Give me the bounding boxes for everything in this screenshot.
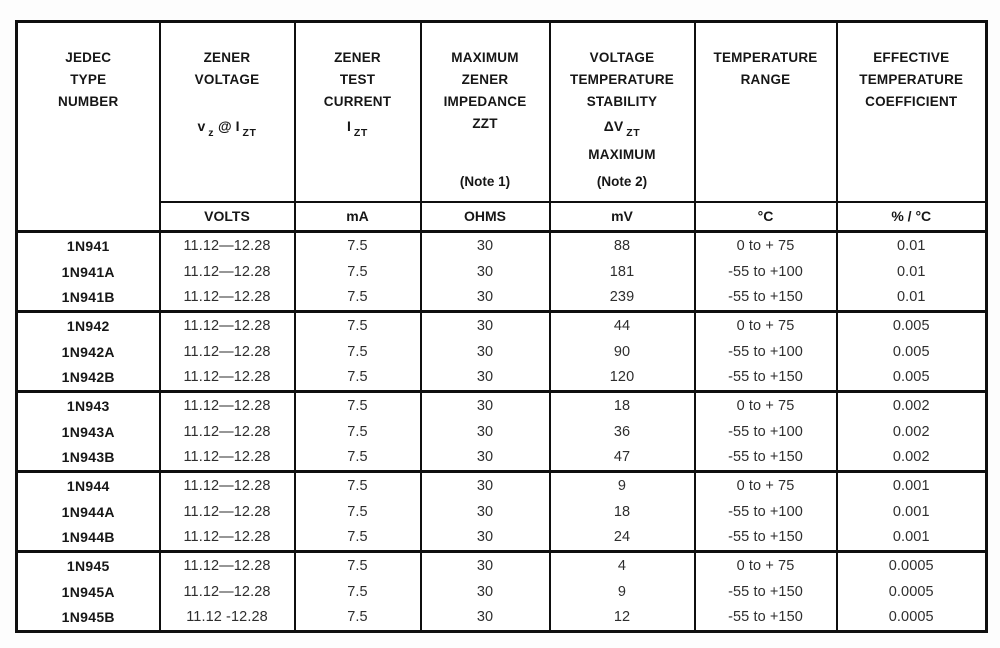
- cell-ohms: 30: [421, 445, 550, 471]
- cell-ma: 7.5: [295, 605, 421, 631]
- cell-ma: 7.5: [295, 551, 421, 579]
- table-row: [17, 311, 987, 339]
- cell-ohms: 30: [421, 391, 550, 419]
- cell-range: 0 to + 75: [695, 311, 837, 339]
- unit-volts: VOLTS: [160, 202, 295, 231]
- cell-mv: 88: [550, 231, 695, 259]
- cell-volts: 11.12—12.28: [160, 339, 295, 365]
- header-line: COEFFICIENT: [865, 94, 958, 109]
- cell-mv: 9: [550, 471, 695, 499]
- note-2-ref: (Note 2): [596, 174, 648, 189]
- cell-coeff: 0.005: [837, 339, 987, 365]
- cell-volts: 11.12—12.28: [160, 499, 295, 525]
- cell-volts: 11.12—12.28: [160, 579, 295, 605]
- cell-type: 1N943A: [17, 419, 160, 445]
- table-row: [17, 391, 987, 419]
- cell-type: 1N942B: [17, 365, 160, 391]
- cell-coeff: 0.001: [837, 499, 987, 525]
- header-line: IMPEDANCE: [443, 94, 527, 109]
- cell-coeff: 0.002: [837, 419, 987, 445]
- header-line: TEST: [339, 72, 376, 87]
- cell-volts: 11.12—12.28: [160, 445, 295, 471]
- zener-spec-table: [15, 20, 988, 633]
- unit-celsius: °C: [695, 202, 837, 231]
- cell-volts: 11.12 -12.28: [160, 605, 295, 631]
- cell-ma: 7.5: [295, 285, 421, 311]
- cell-mv: 12: [550, 605, 695, 631]
- cell-ma: 7.5: [295, 471, 421, 499]
- header-line: TEMPERATURE: [713, 50, 818, 65]
- header-line: ZENER: [203, 50, 251, 65]
- cell-ma: 7.5: [295, 365, 421, 391]
- cell-ma: 7.5: [295, 259, 421, 285]
- group-1N944: [17, 471, 987, 551]
- cell-mv: 4: [550, 551, 695, 579]
- cell-type: 1N943B: [17, 445, 160, 471]
- cell-ohms: 30: [421, 285, 550, 311]
- cell-ma: 7.5: [295, 579, 421, 605]
- table-row: [17, 231, 987, 259]
- table-row: [17, 445, 987, 471]
- cell-ma: 7.5: [295, 445, 421, 471]
- cell-range: 0 to + 75: [695, 471, 837, 499]
- cell-type: 1N942: [17, 311, 160, 339]
- cell-ohms: 30: [421, 231, 550, 259]
- delta-vzt-symbol: ΔV $_{ZT}$: [603, 118, 641, 139]
- unit-mv: mV: [550, 202, 695, 231]
- unit-ohms: OHMS: [421, 202, 550, 231]
- cell-volts: 11.12—12.28: [160, 551, 295, 579]
- cell-ma: 7.5: [295, 525, 421, 551]
- cell-range: -55 to +150: [695, 579, 837, 605]
- header-line: MAXIMUM: [451, 50, 519, 65]
- cell-coeff: 0.0005: [837, 551, 987, 579]
- group-1N942: [17, 311, 987, 391]
- cell-ma: 7.5: [295, 339, 421, 365]
- cell-coeff: 0.0005: [837, 605, 987, 631]
- table-row: [17, 579, 987, 605]
- table-row: [17, 339, 987, 365]
- cell-volts: 11.12—12.28: [160, 259, 295, 285]
- cell-coeff: 0.01: [837, 285, 987, 311]
- unit-pct-per-celsius: % / °C: [837, 202, 987, 231]
- cell-range: -55 to +100: [695, 419, 837, 445]
- cell-coeff: 0.01: [837, 259, 987, 285]
- header-zener-voltage: [160, 22, 295, 203]
- cell-volts: 11.12—12.28: [160, 365, 295, 391]
- cell-mv: 36: [550, 419, 695, 445]
- cell-type: 1N944A: [17, 499, 160, 525]
- header-title-row: [17, 22, 987, 203]
- cell-coeff: 0.005: [837, 365, 987, 391]
- header-line: ZZT: [472, 116, 498, 131]
- group-1N945: [17, 551, 987, 631]
- cell-volts: 11.12—12.28: [160, 471, 295, 499]
- cell-volts: 11.12—12.28: [160, 311, 295, 339]
- header-line: NUMBER: [58, 94, 119, 109]
- header-line: ZENER: [334, 50, 381, 65]
- header-zener-test-current: [295, 22, 421, 203]
- header-line: VOLTAGE: [194, 72, 260, 87]
- header-line: STABILITY: [586, 94, 658, 109]
- cell-range: -55 to +100: [695, 499, 837, 525]
- cell-volts: 11.12—12.28: [160, 231, 295, 259]
- header-max-zener-impedance: [421, 22, 550, 203]
- cell-type: 1N941: [17, 231, 160, 259]
- cell-volts: 11.12—12.28: [160, 419, 295, 445]
- cell-mv: 24: [550, 525, 695, 551]
- cell-ohms: 30: [421, 311, 550, 339]
- cell-volts: 11.12—12.28: [160, 391, 295, 419]
- table-row: [17, 285, 987, 311]
- header-line: MAXIMUM: [588, 147, 656, 162]
- table-row: [17, 471, 987, 499]
- cell-mv: 9: [550, 579, 695, 605]
- header-line: JEDEC: [65, 50, 112, 65]
- cell-range: 0 to + 75: [695, 231, 837, 259]
- unit-ma: mA: [295, 202, 421, 231]
- cell-type: 1N945B: [17, 605, 160, 631]
- cell-type: 1N945: [17, 551, 160, 579]
- cell-ohms: 30: [421, 339, 550, 365]
- cell-ohms: 30: [421, 551, 550, 579]
- header-line: EFFECTIVE: [873, 50, 950, 65]
- cell-type: 1N945A: [17, 579, 160, 605]
- header-line: TYPE: [70, 72, 107, 87]
- cell-mv: 47: [550, 445, 695, 471]
- cell-ma: 7.5: [295, 499, 421, 525]
- cell-ma: 7.5: [295, 419, 421, 445]
- table-row: [17, 419, 987, 445]
- table-row: [17, 365, 987, 391]
- header-temperature-range: [695, 22, 837, 203]
- table-row: [17, 551, 987, 579]
- header-jedec-type-number: [17, 22, 160, 232]
- cell-range: -55 to +150: [695, 525, 837, 551]
- cell-ohms: 30: [421, 419, 550, 445]
- header-voltage-temp-stability: [550, 22, 695, 203]
- cell-ohms: 30: [421, 579, 550, 605]
- cell-coeff: 0.0005: [837, 579, 987, 605]
- cell-coeff: 0.001: [837, 525, 987, 551]
- cell-coeff: 0.01: [837, 231, 987, 259]
- cell-volts: 11.12—12.28: [160, 525, 295, 551]
- cell-mv: 181: [550, 259, 695, 285]
- cell-mv: 18: [550, 391, 695, 419]
- izt-symbol: I $_{ZT}$: [347, 118, 368, 139]
- cell-ma: 7.5: [295, 231, 421, 259]
- cell-range: 0 to + 75: [695, 391, 837, 419]
- cell-range: -55 to +150: [695, 365, 837, 391]
- cell-ohms: 30: [421, 259, 550, 285]
- cell-range: 0 to + 75: [695, 551, 837, 579]
- header-line: RANGE: [740, 72, 791, 87]
- cell-range: -55 to +150: [695, 285, 837, 311]
- cell-type: 1N941A: [17, 259, 160, 285]
- cell-coeff: 0.005: [837, 311, 987, 339]
- cell-ohms: 30: [421, 471, 550, 499]
- cell-mv: 90: [550, 339, 695, 365]
- header-line: ZENER: [461, 72, 509, 87]
- cell-range: -55 to +150: [695, 605, 837, 631]
- cell-coeff: 0.002: [837, 445, 987, 471]
- header-line: TEMPERATURE: [859, 72, 964, 87]
- note-1-ref: (Note 1): [459, 174, 511, 189]
- table-header: [17, 22, 987, 232]
- cell-mv: 120: [550, 365, 695, 391]
- group-1N943: [17, 391, 987, 471]
- cell-coeff: 0.001: [837, 471, 987, 499]
- cell-mv: 18: [550, 499, 695, 525]
- table-row: [17, 499, 987, 525]
- header-line: TEMPERATURE: [570, 72, 674, 87]
- cell-range: -55 to +100: [695, 259, 837, 285]
- header-line: CURRENT: [323, 94, 392, 109]
- cell-ohms: 30: [421, 605, 550, 631]
- cell-ohms: 30: [421, 499, 550, 525]
- header-line: VOLTAGE: [589, 50, 655, 65]
- cell-mv: 239: [550, 285, 695, 311]
- cell-ma: 7.5: [295, 311, 421, 339]
- table-row: [17, 525, 987, 551]
- cell-range: -55 to +100: [695, 339, 837, 365]
- cell-type: 1N942A: [17, 339, 160, 365]
- cell-ma: 7.5: [295, 391, 421, 419]
- cell-type: 1N943: [17, 391, 160, 419]
- cell-volts: 11.12—12.28: [160, 285, 295, 311]
- table-row: [17, 259, 987, 285]
- table-row: [17, 605, 987, 631]
- cell-mv: 44: [550, 311, 695, 339]
- cell-range: -55 to +150: [695, 445, 837, 471]
- cell-ohms: 30: [421, 365, 550, 391]
- header-effective-temp-coefficient: [837, 22, 987, 203]
- cell-coeff: 0.002: [837, 391, 987, 419]
- cell-type: 1N941B: [17, 285, 160, 311]
- vz-at-izt-symbol: v $_z$ @ I $_{ZT}$: [197, 118, 257, 139]
- cell-type: 1N944: [17, 471, 160, 499]
- group-1N941: [17, 231, 987, 311]
- cell-type: 1N944B: [17, 525, 160, 551]
- units-row: [17, 202, 987, 231]
- cell-ohms: 30: [421, 525, 550, 551]
